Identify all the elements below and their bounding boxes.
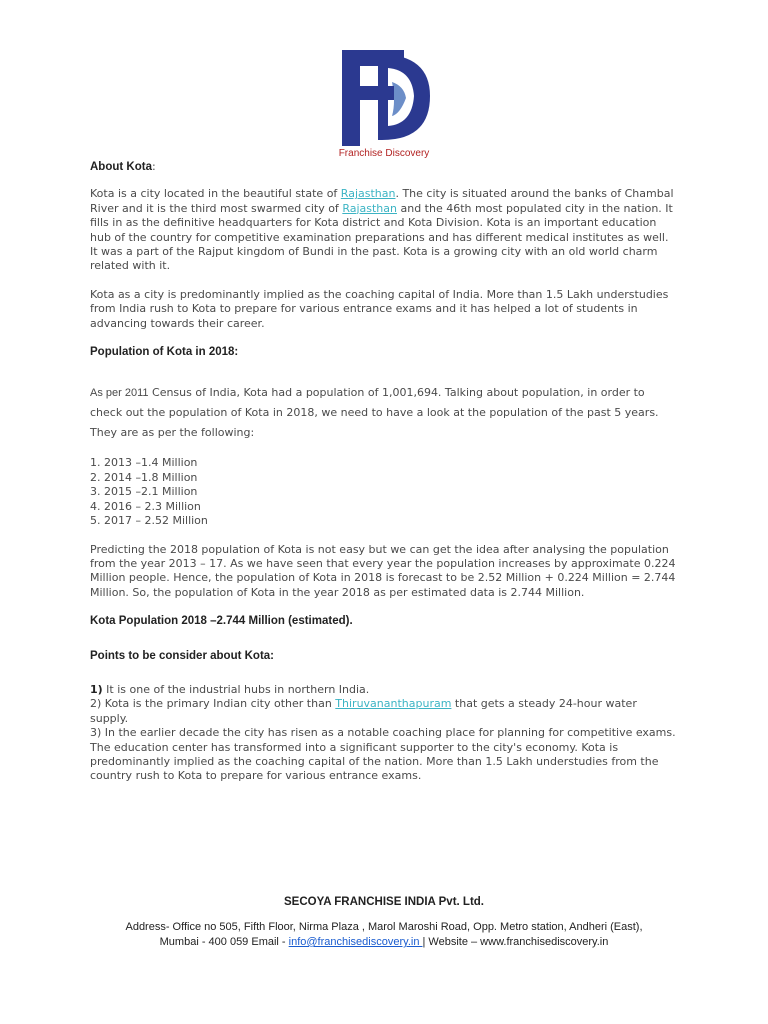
population-intro-rest: Census of India, Kota had a population of 1,001,694. Talking about population, in order to check out the population of Kota in 2018, we need to have a look at the population of the past 5 years. They are as per the following: xyxy=(90,386,659,440)
thiruvananthapuram-link[interactable]: Thiruvananthapuram xyxy=(335,697,452,711)
about-text-c: and the 46th most populated city in the nation. It fills in as the definitive headquarters for Kota district and Kota Division. Kota is an important education hub of the country for competitive examination preparations and has different medical institutes as well. It was a part of the Rajput kingdom of Bundi in the past. Kota is a growing city with an old world charm related with it. xyxy=(90,201,673,273)
about-heading-line xyxy=(90,160,676,174)
points-list xyxy=(90,683,676,784)
population-intro xyxy=(90,383,676,443)
franchise-discovery-logo xyxy=(338,44,438,164)
point-3: 3) In the earlier decade the city has risen as a notable coaching place for planning for competitive exams. The education center has transformed into a significant supporter to the city's economy. Kota is predominantly implied as the coaching capital of the nation. More than 1.5 Lakh understudies from the country rush to Kota to prepare for various entrance exams. xyxy=(90,726,676,783)
rajasthan-link-1[interactable]: Rajasthan xyxy=(340,187,396,201)
population-prediction: Predicting the 2018 population of Kota is not easy but we can get the idea after analysing the population from the year 2013 – 17. As we have seen that every year the population increases by approximate 0.224 Million people. Hence, the population of Kota in 2018 is forecast to be 2.52 Million + 0.224 Million = 2.744 Million. So, the population of Kota in the year 2018 as per estimated data is 2.744 Million. xyxy=(90,542,676,599)
logo-brand-text: Franchise Discovery xyxy=(338,148,430,159)
list-item: 4. 2016 – 2.3 Million xyxy=(90,499,201,513)
about-text-a: Kota is a city located in the beautiful state of xyxy=(90,187,341,201)
point-1-text: It is one of the industrial hubs in northern India. xyxy=(102,682,370,696)
footer-address-line-1: Address- Office no 505, Fifth Floor, Nirma Plaza , Marol Maroshi Road, Opp. Metro station, Andheri (East), xyxy=(125,921,643,933)
point-1 xyxy=(90,683,676,697)
about-paragraph-1 xyxy=(90,187,676,273)
population-summary: Kota Population 2018 –2.744 Million (estimated). xyxy=(90,615,353,628)
about-heading: About Kota xyxy=(90,161,152,173)
point-2-text-b: that gets a steady 24-hour water supply. xyxy=(90,697,637,725)
footer-company-name: SECOYA FRANCHISE INDIA Pvt. Ltd. xyxy=(284,896,484,908)
list-item: 1. 2013 –1.4 Million xyxy=(90,456,198,470)
footer-email-link[interactable]: info@franchisediscovery.in xyxy=(288,936,423,948)
points-heading: Points to be consider about Kota: xyxy=(90,649,275,662)
list-item: 5. 2017 – 2.52 Million xyxy=(90,514,208,528)
population-list xyxy=(90,456,676,528)
population-intro-prefix: As per 2011 xyxy=(90,387,149,400)
footer-address xyxy=(100,920,668,950)
list-item: 3. 2015 –2.1 Million xyxy=(90,485,198,499)
about-paragraph-2: Kota as a city is predominantly implied as the coaching capital of India. More than 1.5 Lakh understudies from India rush to Kota to prepare for various entrance exams and it has helped a lot of students in advancing towards their career. xyxy=(90,287,669,330)
point-2 xyxy=(90,697,676,726)
footer-address-text: Mumbai - 400 059 Email - xyxy=(159,936,289,948)
list-item: 2. 2014 –1.8 Million xyxy=(90,470,198,484)
rajasthan-link-2[interactable]: Rajasthan xyxy=(342,201,397,215)
point-1-number: 1) xyxy=(90,682,103,696)
logo-mark-icon xyxy=(338,44,438,164)
point-2-text-a: 2) Kota is the primary Indian city other than xyxy=(90,697,336,711)
population-heading: Population of Kota in 2018: xyxy=(90,346,239,359)
about-text-b: . The city is situated around the banks of Chambal River and it is the third most swarmed city of xyxy=(90,187,674,215)
document-body xyxy=(90,158,676,784)
footer-website-text: | Website – www.franchisediscovery.in xyxy=(422,936,609,948)
footer-address-line-2 xyxy=(100,935,668,950)
about-heading-colon: : xyxy=(151,160,156,173)
